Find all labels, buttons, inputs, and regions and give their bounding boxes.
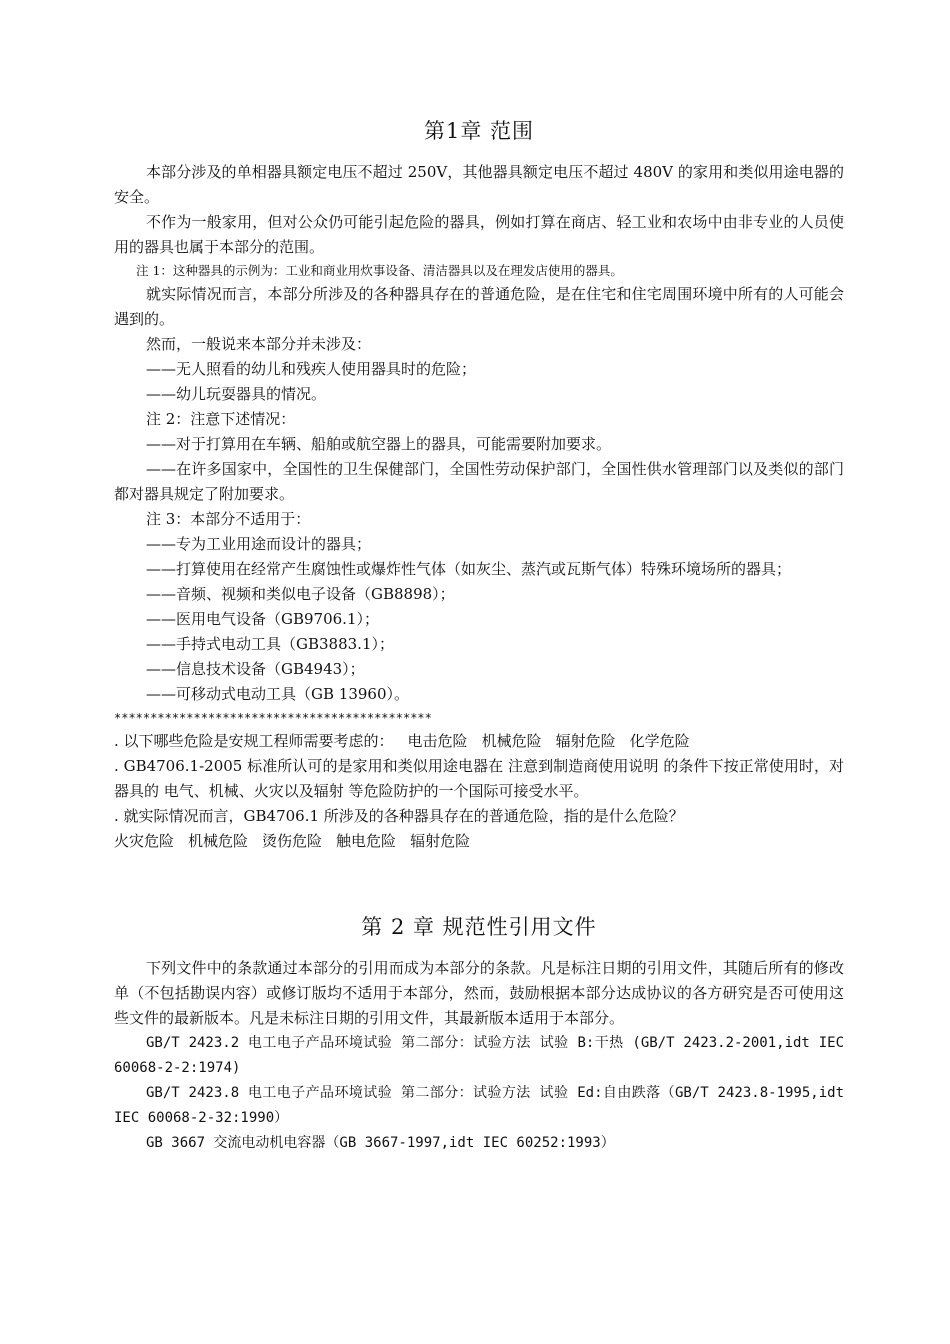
answer-option: 辐射危险 (555, 732, 616, 750)
answer-option: 化学危险 (629, 732, 690, 750)
paragraph: 本部分涉及的单相器具额定电压不超过 250V，其他器具额定电压不超过 480V 的家用和类似用途电器的安全。 (114, 163, 844, 206)
chapter-1-title: 第1章 范围 (423, 119, 535, 143)
chapter-2-title: 第 2 章 规范性引用文件 (361, 915, 597, 939)
list-item: ——在许多国家中，全国性的卫生保健部门，全国性劳动保护部门，全国性供水管理部门以及类似的部门都对器具规定了附加要求。 (114, 460, 844, 503)
list-item: ——对于打算用在车辆、船舶或航空器上的器具，可能需要附加要求。 (146, 435, 612, 453)
note-1: 注 1：这种器具的示例为：工业和商业用炊事设备、清洁器具以及在理发店使用的器具。 (136, 263, 623, 278)
quiz-question-2: . GB4706.1-2005 标准所认可的是家用和类似用途电器在 注意到制造商使用说明 的条件下按正常使用时，对器具的 电气、机械、火灾以及辐射 等危险防护的一个国际可接受水平。 (114, 757, 844, 800)
list-item: ——专为工业用途而设计的器具； (146, 535, 372, 553)
quiz-question-1 (114, 729, 844, 754)
list-item: ——幼儿玩耍器具的情况。 (146, 385, 327, 403)
list-item: ——音频、视频和类似电子设备（GB8898）； (146, 585, 455, 603)
question-text: . 以下哪些危险是安规工程师需要考虑的： (114, 732, 394, 750)
list-item: ——医用电气设备（GB9706.1）； (146, 610, 379, 628)
list-item: ——可移动式电动工具（GB 13960）。 (146, 685, 409, 703)
paragraph: 就实际情况而言，本部分所涉及的各种器具存在的普通危险，是在住宅和住宅周围环境中所有的人可能会遇到的。 (114, 285, 844, 328)
chapter-1-section (114, 116, 844, 854)
answer-option: 机械危险 (188, 832, 249, 850)
reference-item: GB 3667 交流电动机电容器（GB 3667-1997,idt IEC 60252:1993） (146, 1135, 615, 1151)
chapter-2-section (114, 912, 844, 1156)
list-item: ——无人照看的幼儿和残疾人使用器具时的危险； (146, 360, 477, 378)
list-item: ——手持式电动工具（GB3883.1）； (146, 635, 394, 653)
paragraph: 不作为一般家用，但对公众仍可能引起危险的器具，例如打算在商店、轻工业和农场中由非专业的人员使用的器具也属于本部分的范围。 (114, 213, 844, 256)
separator-line: ******************************************** (114, 711, 432, 725)
answer-option: 辐射危险 (410, 832, 471, 850)
list-item: ——信息技术设备（GB4943）； (146, 660, 365, 678)
reference-item: GB/T 2423.2 电工电子产品环境试验 第二部分：试验方法 试验 B:干热 (GB/T 2423.2-2001,idt IEC 60068-2-2:1974) (114, 1035, 844, 1076)
quiz-question-3: . 就实际情况而言，GB4706.1 所涉及的各种器具存在的普通危险，指的是什么危险？ (114, 807, 684, 825)
answer-option: 电击危险 (407, 732, 468, 750)
quiz-answers-3 (114, 829, 844, 854)
answer-option: 触电危险 (336, 832, 397, 850)
paragraph: 下列文件中的条款通过本部分的引用而成为本部分的条款。凡是标注日期的引用文件，其随后所有的修改单（不包括勘误内容）或修订版均不适用于本部分，然而，鼓励根据本部分达成协议的各方研究是否可使用这些文件的最新版本。凡是未标注日期的引用文件，其最新版本适用于本部分。 (114, 959, 844, 1027)
list-item: ——打算使用在经常产生腐蚀性或爆炸性气体（如灰尘、蒸汽或瓦斯气体）特殊环境场所的器具； (146, 560, 792, 578)
reference-item: GB/T 2423.8 电工电子产品环境试验 第二部分：试验方法 试验 Ed:自由跌落（GB/T 2423.8-1995,idt IEC 60068-2-32:1990） (114, 1085, 844, 1126)
answer-option: 烫伤危险 (262, 832, 323, 850)
note-3: 注 3：本部分不适用于： (146, 510, 311, 528)
answer-option: 火灾危险 (114, 832, 175, 850)
paragraph: 然而，一般说来本部分并未涉及： (146, 335, 372, 353)
note-2: 注 2：注意下述情况： (146, 410, 296, 428)
answer-option: 机械危险 (481, 732, 542, 750)
